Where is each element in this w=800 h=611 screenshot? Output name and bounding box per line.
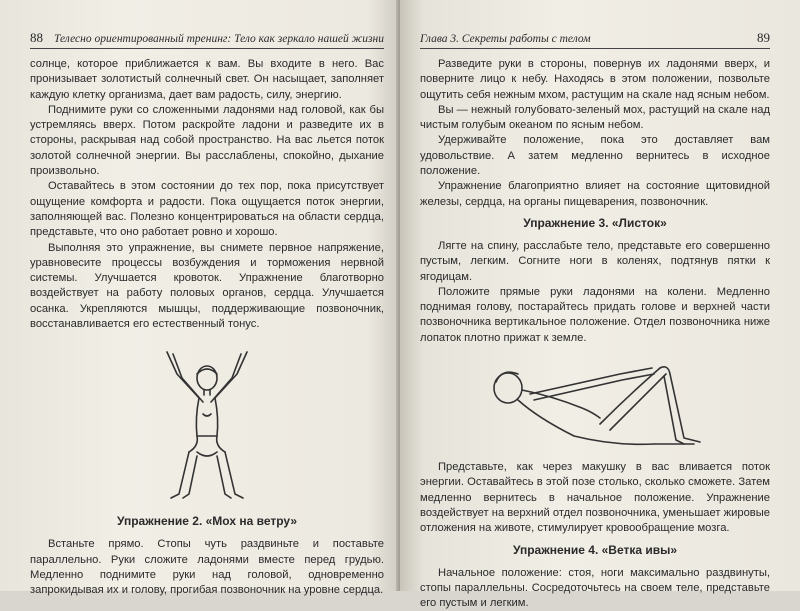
paragraph: Удерживайте положение, пока это доставляет вам удовольствие. А затем медленно вернитесь в исходное положение.	[420, 134, 770, 178]
right-page	[400, 0, 800, 610]
left-body-bottom	[30, 537, 384, 598]
paragraph: Встаньте прямо. Стопы чуть раздвиньте и поставьте параллельно. Руки сложите ладонями вместе перед грудью. Медленно поднимите руки над головой, одновременно запрокидывая их и голову, прогибая позвоночник на уровне сердца.	[30, 538, 384, 597]
paragraph: Вы — нежный голубовато-зеленый мох, растущий на скале над чистым голубым океаном по ясным небом.	[420, 103, 770, 132]
left-body	[30, 57, 384, 332]
paragraph: Упражнение благоприятно влияет на состояние щитовидной железы, сердца, на органы пищеварения, позвоночник.	[420, 180, 770, 208]
exercise-4-heading: Упражнение 4. «Ветка ивы»	[512, 542, 678, 557]
right-body-mid	[420, 239, 770, 346]
reclining-woman-icon	[480, 352, 710, 452]
reclining-figure	[420, 352, 770, 452]
paragraph: Поднимите руки со сложенными ладонями над головой, как бы устремляясь вверх. Потом раскройте ладони и разведите их в стороны, раскрывая над собой пространство. На вас льется поток золотой солнечной энергии. Вы расслаблены, спокойно, дыхание произвольно.	[30, 103, 384, 178]
right-body-after-figure	[420, 460, 770, 536]
right-page-number: 89	[757, 30, 770, 45]
paragraph: Оставайтесь в этом состоянии до тех пор, пока присутствует ощущение комфорта и радости. Пока ощущается поток энергии, заполняющей вас. Полезно концентрироваться на области сердца, представьте, что оно работает ровно и хорошо.	[30, 180, 384, 239]
paragraph: Положите прямые руки ладонями на колени. Медленно поднимая голову, постарайтесь придать голове и верхней части позвоночника вертикальное положение. Отдел позвоночника ниже лопаток плотно прижат к земле.	[420, 285, 770, 344]
right-running-head	[420, 30, 770, 49]
right-body	[420, 57, 770, 210]
left-running-head	[30, 30, 384, 49]
exercise-3-heading: Упражнение 3. «Листок»	[523, 215, 667, 230]
right-running-title: Глава 3. Секреты работы с телом	[420, 33, 591, 45]
left-page	[0, 0, 400, 597]
paragraph: Выполняя это упражнение, вы снимете первное напряжение, уравновесите процессы возбуждения и торможения нервной системы. Улучшается кровоток. Упражнение благотворно воздействует на работу половых органов, сердца. Улучшается осанка. Укрепляются мышцы, поддерживающие позвоночник, восстанавливается его естественный тонус.	[30, 241, 384, 331]
left-page-number: 88	[30, 30, 43, 45]
paragraph: Представьте, как через макушку в вас вливается поток энергии. Оставайтесь в этой позе столько, сколько сможете. Затем медленно вернитесь в начальное положение. Упражнение воздействует на верхний отдел позвоночника, уменьшает жировые отложения на животе, стимулирует кровообращение мозга.	[420, 461, 770, 535]
left-running-title: Телесно ориентированный тренинг: Тело как зеркало нашей жизни	[54, 33, 384, 45]
exercise-2-heading: Упражнение 2. «Мох на ветру»	[116, 514, 298, 529]
paragraph: солнце, которое приближается к вам. Вы входите в него. Вас пронизывает золотистый солнечный свет. Он насыщает, заполняет каждую клетку организма, дает вам радость, силу, энергию.	[30, 58, 384, 101]
paragraph: Разведите руки в стороны, повернув их ладонями вверх, и поверните лицо к небу. Находясь в этом положении, позвольте ощутить себя нежным мхом, растущим на скале над ясным небом.	[420, 58, 770, 101]
paragraph: Лягте на спину, расслабьте тело, представьте его совершенно пустым, легким. Согните ноги в коленях, подтянув пятки к ягодицам.	[420, 239, 770, 283]
standing-figure	[30, 344, 384, 504]
paragraph: Начальное положение: стоя, ноги максимально раздвинуты, стопы параллельны. Сосредоточьтесь на своем теле, представьте его пустым и легким.	[420, 566, 770, 610]
standing-woman-icon	[127, 344, 287, 504]
right-body-bottom	[420, 566, 770, 611]
